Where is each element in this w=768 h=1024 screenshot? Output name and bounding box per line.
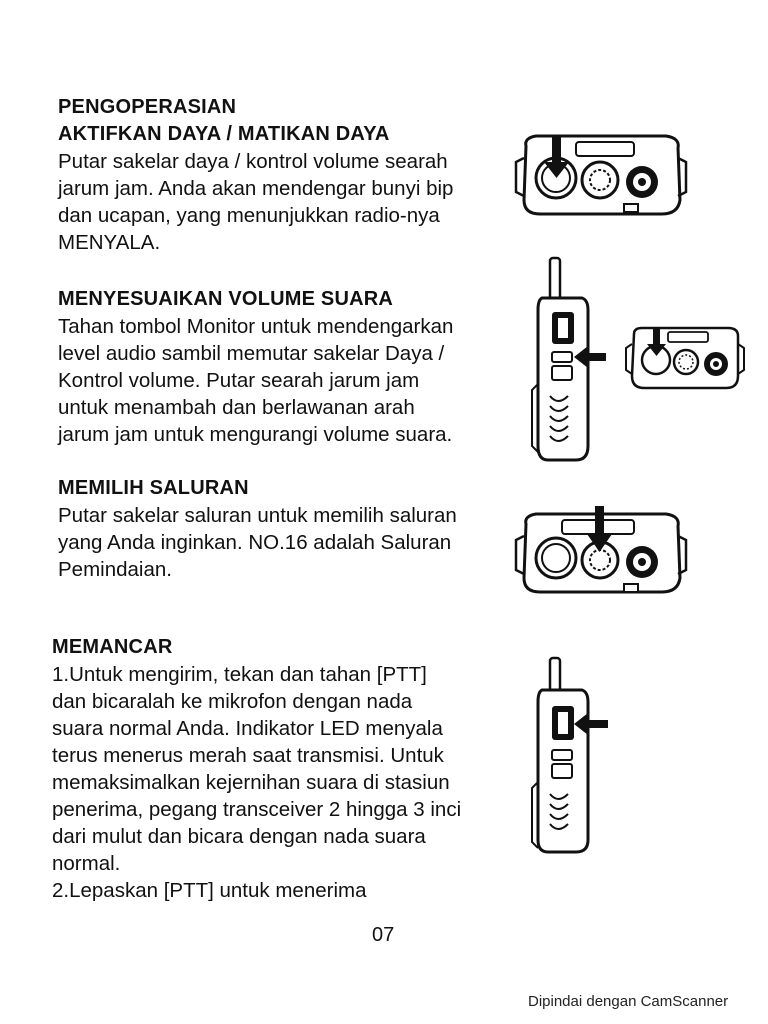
radio-top-view-icon: [512, 506, 690, 602]
body-line: suara normal Anda. Indikator LED menyala: [52, 717, 443, 740]
section-operation: [58, 94, 453, 256]
body-line: level audio sambil memutar sakelar Daya /: [58, 342, 445, 365]
body-line: jarum jam. Anda akan mendengar bunyi bip: [58, 177, 454, 200]
page-number: 07: [372, 924, 395, 946]
section-title: MEMANCAR: [52, 636, 173, 658]
radio-top-view-icon: [624, 324, 746, 392]
section-volume: [58, 286, 453, 448]
scanner-watermark: Dipindai dengan CamScanner: [528, 993, 729, 1010]
body-line: untuk menambah dan berlawanan arah: [58, 396, 415, 419]
body-line: dari mulut dan bicara dengan nada suara: [52, 825, 426, 848]
body-line: dan ucapan, yang menunjukkan radio-nya: [58, 204, 440, 227]
section-subtitle: AKTIFKAN DAYA / MATIKAN DAYA: [58, 123, 390, 145]
body-line: yang Anda inginkan. NO.16 adalah Saluran: [58, 531, 452, 554]
radio-top-view-icon: [512, 128, 690, 224]
body-line: dan bicaralah ke mikrofon dengan nada: [52, 690, 413, 713]
body-line: Pemindaian.: [58, 558, 172, 581]
body-line: jarum jam untuk mengurangi volume suara.: [58, 423, 453, 446]
section-title: MEMILIH SALURAN: [58, 477, 249, 499]
body-line: terus menerus merah saat transmisi. Untuk: [52, 744, 444, 767]
body-line: Kontrol volume. Putar searah jarum jam: [58, 369, 420, 392]
body-line: Tahan tombol Monitor untuk mendengarkan: [58, 315, 454, 338]
section-title: PENGOPERASIAN: [58, 96, 237, 118]
section-channel: [58, 475, 457, 583]
radio-side-view-icon: [530, 656, 612, 856]
body-line: memaksimalkan kejernihan suara di stasiun: [52, 771, 450, 794]
body-line: penerima, pegang transceiver 2 hingga 3 inci: [52, 798, 462, 821]
body-line: MENYALA.: [58, 231, 161, 254]
radio-side-view-icon: [528, 256, 608, 464]
body-line: 2.Lepaskan [PTT] untuk menerima: [52, 879, 367, 902]
body-line: normal.: [52, 852, 121, 875]
body-line: Putar sakelar saluran untuk memilih saluran: [58, 504, 457, 527]
section-transmit: [52, 634, 461, 904]
body-line: Putar sakelar daya / kontrol volume searah: [58, 150, 448, 173]
body-line: 1.Untuk mengirim, tekan dan tahan [PTT]: [52, 663, 427, 686]
section-title: MENYESUAIKAN VOLUME SUARA: [58, 288, 394, 310]
